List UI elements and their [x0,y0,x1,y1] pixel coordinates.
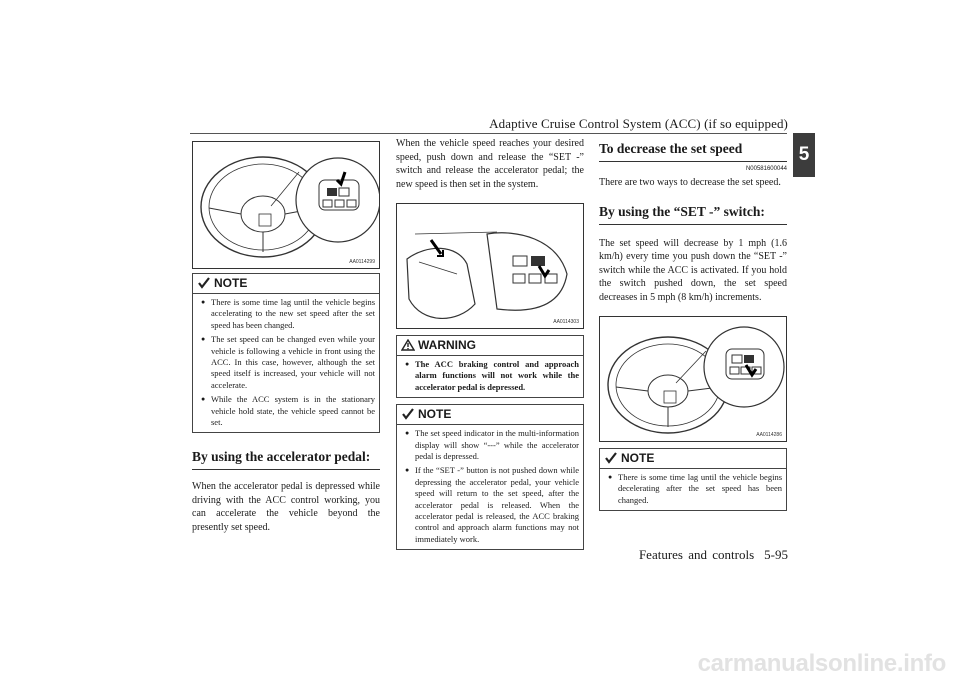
section-heading: To decrease the set speed [599,141,787,162]
warning-box [396,335,584,398]
note-item: ● If the “SET -” button is not pushed down while depressing the accelerator pedal, your vehicle speed will return to the set speed, after the accelerator pedal is released. When the accelerator pedal is released, the ACC braking control and approach alarm functions may not immediately work. [405,465,579,544]
body-paragraph: The set speed will decrease by 1 mph (1.6 km/h) every time you push down the “SET -” switch while the ACC is activated. If you hold the switch pushed down, the set speed decreases in 5 mph (8 km/h) increments. [599,237,787,303]
note-header [397,405,583,425]
warning-triangle-icon [401,339,415,351]
note-icon [604,452,618,464]
steering-wheel-illustration [193,142,379,268]
note-item: ● The set speed can be changed even while your vehicle is following a vehicle in front using the ACC. In this case, however, although the set speed itself is increased, your vehicle will not accelerate. [201,334,375,390]
warning-item: ● The ACC braking control and approach alarm functions will not work while the accelerator pedal is depressed. [405,359,579,392]
note-icon [401,408,415,420]
chapter-tab: 5 [793,133,815,177]
page-number: 5-95 [764,547,788,562]
note-label: NOTE [214,276,248,290]
footer-section: Features and controls [638,547,755,562]
page-header-title: Adaptive Cruise Control System (ACC) (if so equipped) [489,116,788,131]
column-1 [192,141,380,534]
watermark: carmanualsonline.info [697,650,946,677]
note-label: NOTE [621,451,655,465]
section-heading: By using the “SET -” switch: [599,204,787,225]
page-footer [639,547,788,563]
figure-code: AA0114286 [756,432,782,438]
note-item: ● While the ACC system is in the stationary vehicle hold state, the vehicle speed cannot be set. [201,394,375,428]
section-heading: By using the accelerator pedal: [192,449,380,470]
note-icon [197,277,211,289]
warning-header [397,336,583,356]
header-rule [190,133,787,134]
steering-wheel-illustration [600,317,786,441]
note-box [192,273,380,433]
note-header [193,274,379,294]
column-3 [599,141,787,511]
body-paragraph: When the accelerator pedal is depressed while driving with the ACC control working, you can accelerate the vehicle beyond the presently set speed. [192,481,380,533]
note-label: NOTE [418,407,452,422]
column-2 [396,138,584,550]
reference-code: N00581600044 [745,166,787,172]
note-header [600,449,786,469]
steering-wheel-figure [599,316,787,442]
set-switch-illustration [397,204,583,328]
figure-code: AA0114303 [553,319,579,325]
body-paragraph: There are two ways to decrease the set speed. [599,177,781,188]
body-paragraph: When the vehicle speed reaches your desired speed, push down and release the “SET -” switch and release the accelerator pedal; the new speed is then set in the system. [396,138,584,190]
note-item: ● The set speed indicator in the multi-information display will show “---” while the accelerator pedal is depressed. [405,428,579,462]
steering-wheel-figure [192,141,380,269]
note-box [599,448,787,511]
switch-figure [396,203,584,329]
figure-code: AA0114299 [349,259,375,265]
note-box [396,404,584,550]
warning-label: WARNING [418,338,476,352]
note-item: ● There is some time lag until the vehicle begins decelerating after the set speed has been changed. [608,472,782,505]
note-item: ● There is some time lag until the vehicle begins accelerating to the new set speed after the set speed has been changed. [201,297,375,330]
